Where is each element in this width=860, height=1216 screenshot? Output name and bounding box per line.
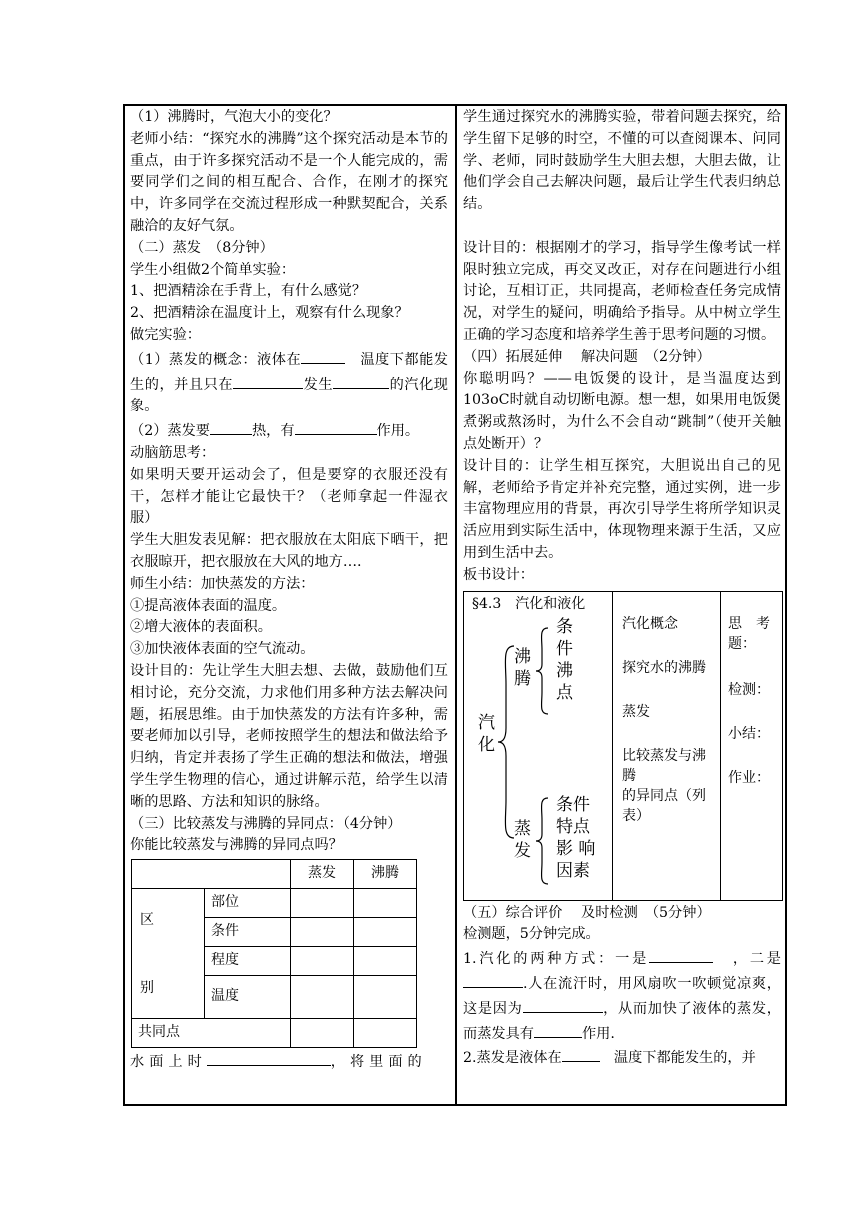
section-extension-heading: （四）拓展延伸 解决问题 （2分钟） — [463, 348, 711, 365]
board-design-label: 板书设计： — [463, 566, 534, 583]
board-mid-compare — [622, 746, 718, 826]
text-segment: 沸 — [556, 660, 573, 681]
text-segment: 影 响 — [556, 838, 596, 859]
blank-line — [534, 1021, 582, 1038]
board-divider — [612, 592, 613, 900]
text-segment: 件 — [556, 638, 573, 659]
design-purpose-3: 设计目的：让学生相互探究，大胆说出自己的见解，老师给予肯定并补充完整，通过实例，进一步丰富物理应用的背景，再次引导学生将所学知识灵活应用到实际生活中，体现物理来源于生活，又应用到生活中去。 — [463, 457, 781, 561]
text-segment: 蒸 — [514, 818, 531, 839]
blank-line — [233, 372, 303, 389]
comparison-table — [131, 859, 417, 1048]
board-evaporation-items — [556, 794, 595, 882]
experiment-2: 2、把酒精涂在温度计上，观察有什么现象？ — [130, 305, 409, 322]
evaporation-concept-blank — [130, 347, 448, 418]
table-row — [132, 1019, 417, 1048]
think-heading: 动脑筋思考： — [130, 444, 216, 461]
text-segment: 温度下都能发生的，并 — [613, 1050, 756, 1067]
board-divider — [720, 592, 721, 900]
text-segment: 腾 — [514, 668, 531, 689]
test-question-1 — [463, 946, 781, 1045]
blackboard-design — [463, 591, 783, 901]
blank-line — [301, 347, 345, 364]
table-cell — [291, 947, 354, 976]
method-3: ③加快液体表面的空气流动。 — [130, 641, 315, 658]
board-root-vaporization — [478, 712, 495, 756]
text-segment: 比较蒸发与沸 — [622, 747, 706, 764]
text-segment: 别 — [140, 979, 154, 996]
board-mid-concept: 汽化概念 — [622, 615, 678, 632]
method-1: ①提高液体表面的温度。 — [130, 597, 287, 614]
text-segment: ，将里面的 — [330, 1054, 427, 1071]
test-question-2 — [463, 1045, 781, 1070]
blank-line — [649, 946, 713, 963]
text-segment: 的汽化现象。 — [130, 376, 448, 415]
text-segment: 沸 — [514, 646, 531, 667]
text-segment: 1.汽化的两种方式：一是 — [463, 951, 650, 968]
spacer — [463, 216, 781, 238]
text-segment: 因素 — [556, 860, 590, 881]
table-row-common: 共同点 — [132, 1019, 291, 1048]
question-bubble-size: （1）沸腾时，气泡大小的变化？ — [130, 109, 338, 125]
board-mid-evaporation: 蒸发 — [622, 703, 650, 720]
text-segment: 区 — [140, 911, 154, 928]
left-column — [130, 107, 448, 1074]
brace-evaporation-icon — [534, 796, 550, 886]
board-boiling-items — [556, 616, 573, 704]
board-mid-inquiry: 探究水的沸腾 — [622, 659, 706, 676]
blank-line — [333, 372, 389, 389]
text-segment: （1）蒸发的概念：液体在 — [130, 351, 302, 368]
board-boiling — [514, 646, 531, 690]
blank-line — [210, 418, 252, 435]
text-segment: 思 考 — [728, 615, 770, 632]
after-experiment: 做完实验： — [130, 326, 201, 343]
evaporation-heat-blank — [130, 418, 448, 443]
text-segment: 作用. — [581, 1025, 615, 1042]
text-segment: 条 — [556, 616, 573, 637]
section-evaluation-heading: （五）综合评价 及时检测 （5分钟） — [463, 904, 711, 921]
think-question: 如果明天要开运动会了，但是要穿的衣服还没有干，怎样才能让它最快干？（老师拿起一件湿衣服） — [130, 466, 448, 527]
section-evaporation-heading: （二）蒸发 （8分钟） — [130, 239, 274, 256]
blank-line — [562, 1045, 600, 1062]
table-cell — [291, 976, 354, 1019]
blank-line — [207, 1049, 331, 1066]
table-cell — [291, 889, 354, 918]
inquiry-paragraph: 学生通过探究水的沸腾实验，带着问题去探究，给学生留下足够的时空，不懂的可以查阅课本、问同学、老师，同时鼓励学生大胆去想，大胆去做，让他们学会自己去解决问题，最后让学生代表归纳总结。 — [463, 109, 781, 213]
board-right-think — [728, 614, 782, 654]
table-row-label: 温度 — [205, 976, 291, 1019]
blank-line — [463, 971, 523, 988]
methods-summary: 师生小结：加快蒸发的方法： — [130, 575, 315, 592]
table-header-boiling: 沸腾 — [354, 860, 417, 889]
column-divider — [455, 106, 457, 1104]
test-intro: 检测题，5分钟完成。 — [463, 926, 600, 943]
teacher-summary: 老师小结：“探究水的沸腾”这个探究活动是本节的重点，由于许多探究活动不是一个人能完成的，需要同学们之间的相互配合、合作，在刚才的探究中，许多同学在交流过程形成一种默契配合，关系融洽的友好气氛。 — [130, 130, 448, 234]
table-row-label: 程度 — [205, 947, 291, 976]
text-segment: 条件 — [556, 794, 590, 815]
text-segment: 特点 — [556, 816, 590, 837]
text-segment: 温度下都能发生的，并且只在 — [130, 351, 448, 393]
design-purpose-1: 设计目的：先让学生大胆去想、去做，鼓励他们互相讨论，充分交流，力求他们用多种方法去解决问题，拓展思维。由于加快蒸发的方法有许多种，需要老师加以引导，老师按照学生的想法和做法给予归纳，肯定并表扬了学生正确的想法和做法，增强学生学生物理的信心，通过讲解示范，给学生以清晰的思路、方法和知识的脉络。 — [130, 662, 448, 810]
table-cell — [291, 918, 354, 947]
blank-line — [295, 418, 377, 435]
text-segment: 作用。 — [376, 423, 420, 440]
compare-question: 你能比较蒸发与沸腾的异同点吗？ — [130, 837, 343, 854]
right-column — [463, 107, 781, 1070]
text-segment: 水面上时 — [130, 1054, 207, 1071]
text-segment: 发生 — [303, 376, 334, 393]
board-right-homework: 作业： — [728, 769, 770, 786]
text-segment: （2）蒸发要 — [130, 423, 210, 440]
text-segment: 题： — [728, 635, 756, 652]
text-segment: .人在流汗时，用风扇吹一吹顿觉凉爽，这是因为 — [463, 975, 781, 1017]
section-compare-heading: （三）比较蒸发与沸腾的异同点：（4分钟） — [130, 815, 402, 832]
table-row — [132, 889, 417, 918]
rice-cooker-question: 你聪明吗？——电饭煲的设计，是当温度达到103oC时就自动切断电源。想一想，如果用电饭煲煮粥或熬汤时，为什么不会自动“跳制”（使开关触点处断开）？ — [463, 370, 781, 452]
text-segment: 化 — [478, 734, 495, 755]
brace-boiling-icon — [534, 626, 550, 716]
text-segment: 的异同点（列 — [622, 787, 706, 804]
student-answer: 学生大胆发表见解：把衣服放在太阳底下晒干，把衣服晾开，把衣服放在大风的地方…. — [130, 532, 448, 570]
text-segment: 热，有 — [251, 423, 295, 440]
board-right-summary: 小结： — [728, 725, 770, 742]
text-segment: ，二是 — [732, 951, 781, 968]
table-cell — [291, 1019, 354, 1048]
table-cell — [132, 860, 291, 889]
table-cell — [354, 947, 417, 976]
water-surface-blank — [130, 1049, 448, 1074]
text-segment: 点 — [556, 682, 573, 703]
lesson-plan-frame — [123, 104, 787, 1106]
table-header-evaporation: 蒸发 — [291, 860, 354, 889]
table-row — [132, 860, 417, 889]
method-2: ②增大液体的表面积。 — [130, 619, 272, 636]
table-cell — [354, 889, 417, 918]
board-title: §4.3 汽化和液化 — [472, 595, 586, 612]
table-cell — [354, 1019, 417, 1048]
table-cell — [354, 976, 417, 1019]
blank-line — [523, 996, 603, 1013]
brace-root-icon — [496, 644, 516, 840]
text-segment: 腾 — [622, 767, 636, 784]
text-segment: 发 — [514, 840, 531, 861]
design-purpose-2: 设计目的：根据刚才的学习，指导学生像考试一样限时独立完成，再交叉改正，对存在问题进行小组讨论，互相订正，共同提高，老师检查任务完成情况，对学生的疑问，明确给予指导。从中树立学生正确的学习态度和培养学生善于思考问题的习惯。 — [463, 239, 781, 343]
board-right-test: 检测： — [728, 681, 770, 698]
table-row-label: 部位 — [205, 889, 291, 918]
experiment-1: 1、把酒精涂在手背上，有什么感觉？ — [130, 283, 367, 300]
experiment-intro: 学生小组做2个简单实验： — [130, 261, 296, 278]
text-segment: 汽 — [478, 712, 495, 733]
board-evaporation — [514, 818, 531, 862]
text-segment: 表） — [622, 807, 650, 824]
table-row-label: 条件 — [205, 918, 291, 947]
text-segment: 2.蒸发是液体在 — [463, 1050, 562, 1067]
text-segment: ，从而加快了液体的蒸发，而蒸发具有 — [463, 1000, 781, 1042]
table-cell — [354, 918, 417, 947]
table-group-difference — [132, 889, 205, 1019]
